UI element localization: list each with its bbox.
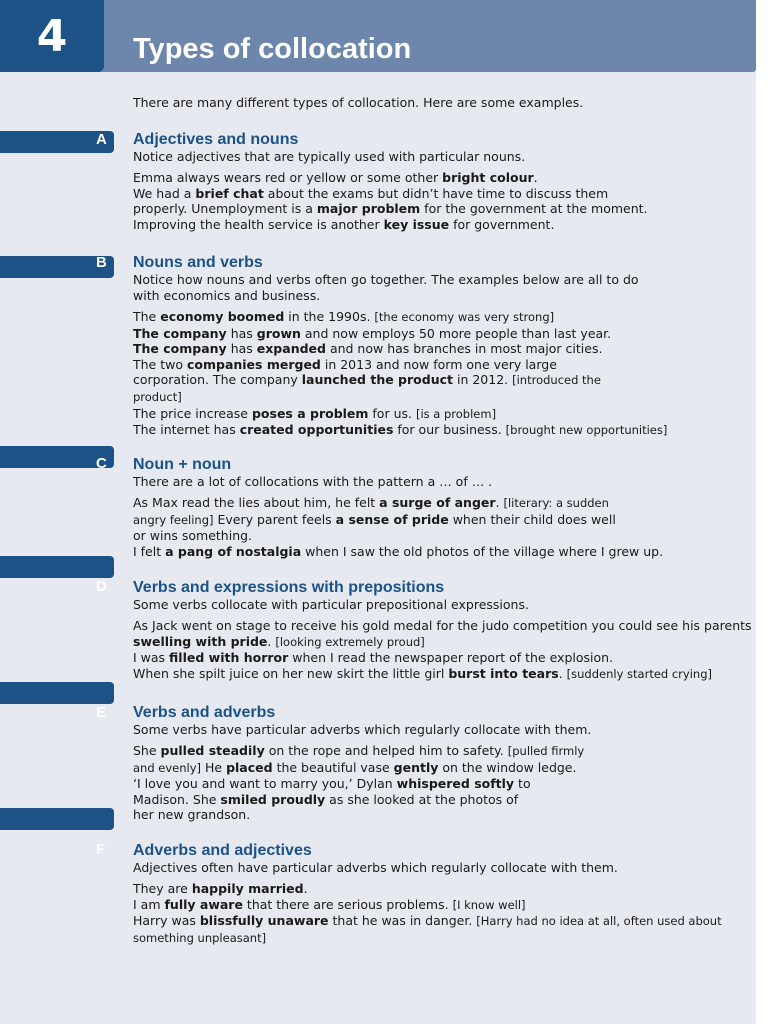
example-line (133, 743, 768, 760)
example-text: has (226, 341, 257, 357)
example-line (133, 495, 768, 512)
example-line (133, 881, 768, 897)
collocation: launched the product (301, 372, 453, 388)
example-line (133, 528, 768, 544)
example-line (133, 422, 668, 439)
example-text: and now employs 50 more people than last year. (300, 325, 612, 341)
example-text: when I read the newspaper report of the explosion. (288, 650, 614, 666)
example-text: . (533, 170, 538, 185)
example-text: her new grandson. (133, 807, 251, 823)
section-title: Verbs and adverbs (133, 704, 276, 721)
section-note-text: There are a lot of collocations with the pattern a … of … . (133, 474, 493, 489)
section-verbs-adverbs (133, 703, 768, 823)
gloss-text: [suddenly started crying] (566, 666, 712, 681)
example-text: for government. (449, 216, 555, 232)
example-text: as she looked at the photos of (325, 791, 519, 807)
example-text: in 2012. (453, 372, 513, 388)
example-line (133, 807, 768, 823)
section-title: Adjectives and nouns (133, 131, 299, 148)
example-text: that he was in danger. (328, 913, 477, 929)
example-line (133, 372, 663, 389)
example-text: Improving the health service is another (133, 216, 384, 232)
section-tab-f (0, 808, 114, 830)
collocation: fully aware (164, 896, 243, 912)
collocation: major problem (316, 201, 421, 217)
section-title: Noun + noun (133, 456, 232, 473)
example-line (133, 760, 768, 777)
collocation: The company (133, 325, 227, 341)
example-line (133, 897, 768, 914)
section-note: Some verbs collocate with particular prepositional expressions. (133, 597, 529, 612)
unit-number-badge: 4 (0, 0, 104, 72)
gloss-text: [Harry had no idea at all, often used about (476, 914, 722, 929)
example-text: ‘I love you and want to marry you,’ Dylan (133, 776, 397, 792)
example-line (133, 618, 768, 634)
collocation: swelling with pride (133, 633, 268, 649)
example-lines (133, 309, 668, 439)
section-letter-d: D (96, 578, 107, 595)
collocation: companies merged (186, 356, 321, 372)
example-line (133, 186, 768, 202)
example-line (133, 341, 663, 357)
example-text: When she spilt juice on her new skirt the little girl (133, 665, 449, 681)
collocation: a surge of anger (379, 495, 496, 510)
example-text: on the window ledge. (438, 759, 577, 775)
collocation: happily married (191, 881, 304, 896)
section-tab-d (0, 556, 114, 578)
example-text: Every parent feels (213, 511, 336, 527)
collocation: grown (256, 325, 301, 341)
collocation: smiled proudly (220, 791, 326, 807)
collocation: brief chat (195, 185, 264, 201)
example-text: I am (133, 896, 165, 912)
gloss-text: product] (133, 389, 182, 404)
section-noun-noun (133, 455, 768, 559)
unit-title: Types of collocation (133, 33, 412, 65)
example-text: I felt (133, 543, 166, 559)
example-text: She (133, 743, 161, 758)
collocation: whispered softly (396, 776, 515, 792)
example-text: Harry was (133, 913, 200, 929)
example-text: when I saw the old photos of the village where I grew up. (301, 543, 664, 559)
example-text: about the exams but didn’t have time to discuss them (263, 185, 609, 201)
collocation: bright colour (442, 170, 534, 185)
example-text: I was (133, 650, 170, 666)
example-text: . (267, 633, 276, 649)
example-line (133, 357, 663, 373)
section-adverbs-adjectives (133, 841, 768, 946)
example-lines (133, 495, 768, 559)
example-line (133, 217, 768, 233)
example-text: has (226, 325, 257, 341)
example-line (133, 650, 768, 666)
example-line (133, 544, 768, 560)
example-line (133, 406, 663, 423)
section-title: Adverbs and adjectives (133, 842, 312, 859)
example-text: on the rope and helped him to safety. (264, 743, 508, 758)
example-text: in the 1990s. (284, 309, 375, 324)
gloss-text: [I know well] (452, 897, 526, 912)
section-note: Notice how nouns and verbs often go together. The examples below are all to do with economics and business. (133, 272, 639, 303)
example-line (133, 389, 663, 406)
example-line (133, 512, 768, 529)
section-adjectives-nouns (133, 130, 768, 232)
collocation: filled with horror (169, 650, 289, 666)
example-line (133, 201, 768, 217)
collocation: blissfully unaware (199, 913, 329, 929)
example-line (133, 170, 768, 186)
example-line (133, 913, 768, 930)
section-verbs-prepositions (133, 578, 768, 682)
collocation: gently (393, 759, 439, 775)
gloss-text: [the economy was very strong] (374, 310, 555, 324)
example-text: when their child does well (448, 511, 616, 527)
example-line (133, 326, 663, 342)
collocation: burst into tears (448, 665, 559, 681)
section-note: Adjectives often have particular adverbs which regularly collocate with them. (133, 860, 618, 875)
section-note: Notice adjectives that are typically used with particular nouns. (133, 149, 526, 164)
example-text: that there are serious problems. (242, 896, 453, 912)
example-lines (133, 618, 768, 682)
example-line (133, 776, 768, 792)
collocation: The company (133, 341, 227, 357)
section-title: Nouns and verbs (133, 254, 263, 271)
collocation: a pang of nostalgia (165, 543, 302, 559)
example-line (133, 792, 768, 808)
collocation: created opportunities (239, 422, 394, 438)
collocation: key issue (383, 216, 450, 232)
section-tab-e (0, 682, 114, 704)
section-note: Some verbs have particular adverbs which regularly collocate with them. (133, 722, 592, 737)
example-text: for us. (368, 405, 416, 421)
section-title: Verbs and expressions with prepositions (133, 579, 445, 596)
example-text: He (201, 759, 227, 775)
example-line (133, 634, 768, 651)
gloss-text: angry feeling] (133, 512, 214, 527)
section-letter-a: A (96, 131, 107, 148)
example-text: The (133, 309, 161, 324)
gloss-text: and evenly] (133, 760, 202, 775)
example-text: for our business. (393, 422, 506, 438)
example-text: or wins something. (133, 528, 253, 544)
collocation: placed (226, 759, 273, 775)
example-text: We had a (133, 185, 196, 201)
example-text: . (303, 881, 308, 896)
example-text: . (495, 495, 504, 510)
section-letter-e: E (96, 704, 107, 721)
section-letter-f: F (96, 841, 106, 858)
example-text: . (558, 665, 567, 681)
example-lines (133, 881, 768, 946)
example-line (133, 930, 768, 947)
example-text: As Max read the lies about him, he felt (133, 495, 380, 510)
example-line (133, 309, 663, 326)
example-text: The two (133, 356, 187, 372)
example-text: corporation. The company (133, 372, 302, 388)
example-text: Emma always wears red or yellow or some other (133, 170, 443, 185)
example-text: for the government at the moment. (420, 201, 648, 217)
example-lines (133, 743, 768, 823)
intro-text: There are many different types of collocation. Here are some examples. (133, 95, 584, 110)
example-text: They are (133, 881, 192, 896)
example-text: properly. Unemployment is a (133, 201, 317, 217)
gloss-text: [literary: a sudden (503, 496, 609, 510)
collocation: a sense of pride (335, 511, 449, 527)
section-nouns-verbs (133, 253, 668, 439)
gloss-text: [pulled firmly (507, 744, 585, 758)
example-text: As Jack went on stage to receive his gold medal for the judo competition you could see his parents (133, 618, 752, 633)
section-letter-c: C (96, 455, 107, 472)
collocation: economy boomed (160, 309, 285, 324)
gloss-text: [is a problem] (415, 406, 497, 421)
gloss-text: [introduced the (512, 373, 601, 388)
section-letter-b: B (96, 254, 107, 271)
example-lines (133, 170, 768, 232)
example-line (133, 666, 768, 683)
gloss-text: something unpleasant] (133, 930, 267, 945)
example-text: The price increase (133, 405, 252, 421)
example-text: Madison. She (133, 791, 221, 807)
gloss-text: [looking extremely proud] (275, 634, 425, 649)
collocation: expanded (256, 341, 326, 357)
example-text: and now has branches in most major cities. (325, 341, 603, 357)
example-text: The internet has (133, 422, 240, 438)
example-text: to (514, 776, 531, 792)
collocation: poses a problem (251, 405, 369, 421)
section-note (133, 474, 768, 490)
example-text: in 2013 and now form one very large (320, 356, 557, 372)
example-text: the beautiful vase (272, 759, 394, 775)
gloss-text: [brought new opportunities] (505, 423, 668, 438)
collocation: pulled steadily (160, 743, 265, 758)
